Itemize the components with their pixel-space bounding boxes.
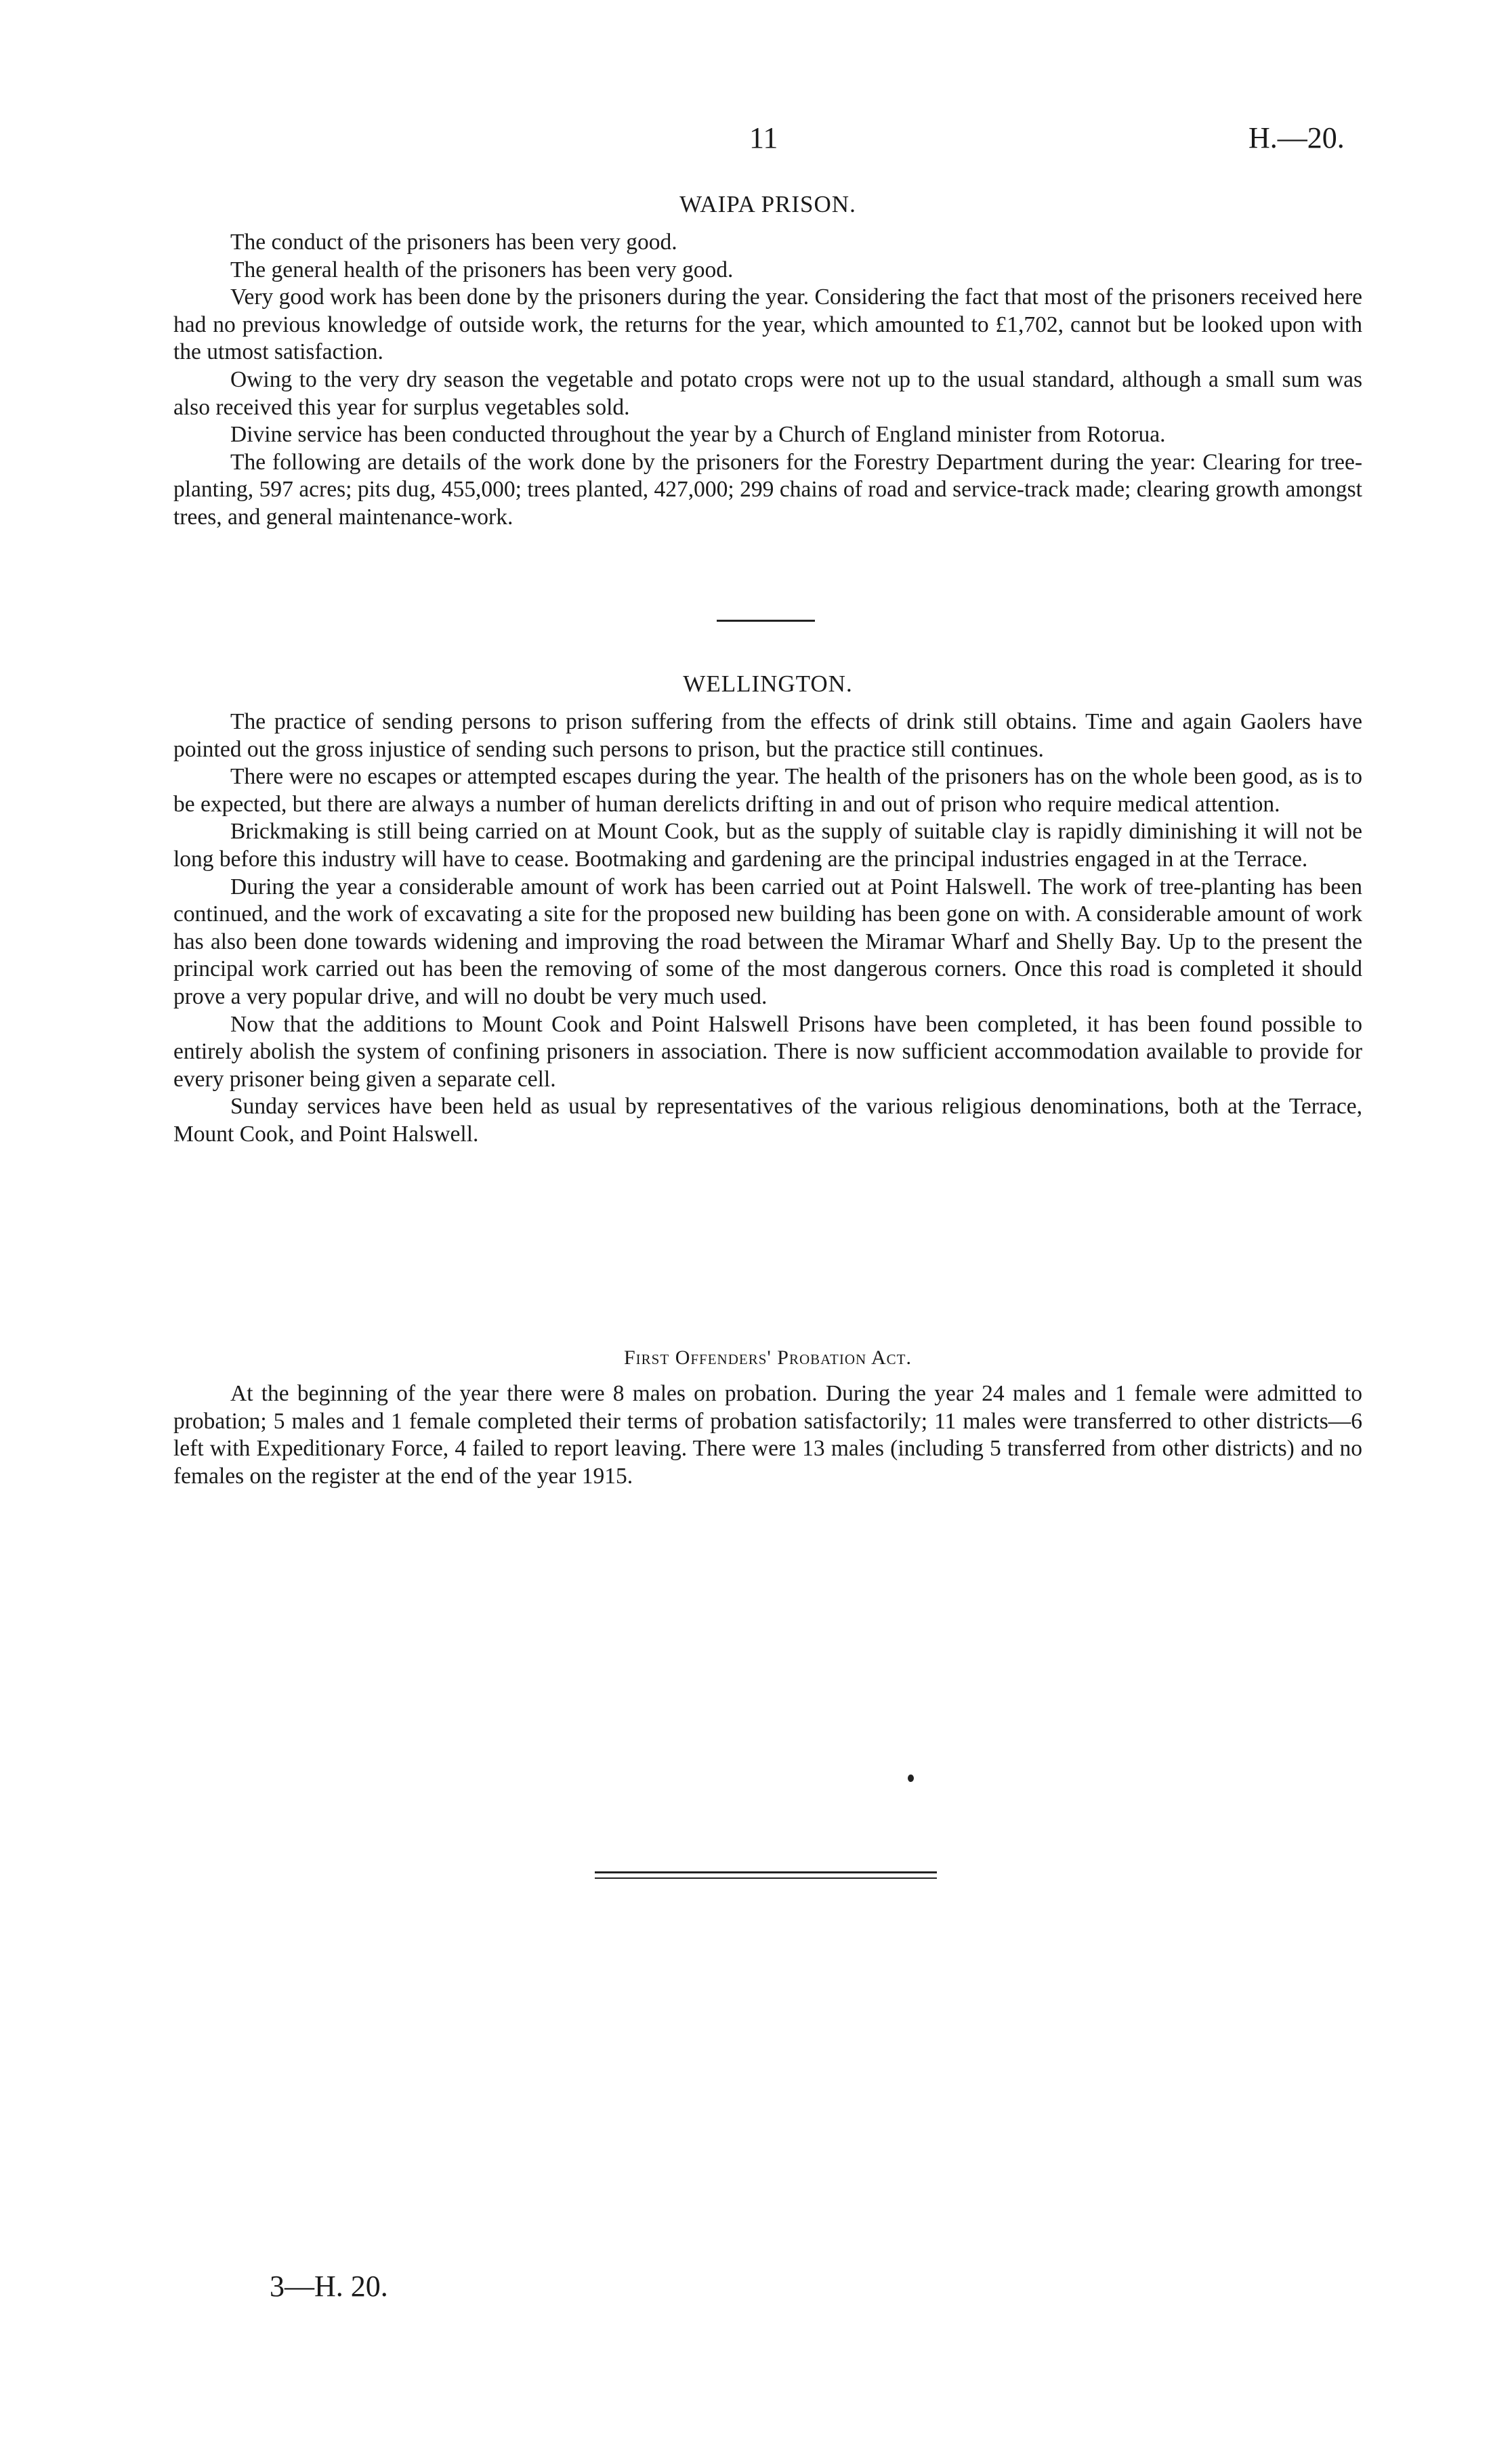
paragraph: At the beginning of the year there were 8 males on probation. During the year 24 males and 1 female were admitted to probation; 5 males and 1 female completed their terms of probation satisfactorily; 11 males were transferred to other districts—6 left with Expeditionary Force, 4 failed to report leaving. There were 13 males (including 5 transferred from other districts) and no females on the register at the end of the year 1915. [173,1381,1362,1489]
waipa-prison-heading: WAIPA PRISON. [679,191,856,217]
paragraph: Brickmaking is still being carried on at Mount Cook, but as the supply of suitable clay is rapidly diminishing it will not be long before this industry will have to cease. Bootmaking and gardening are the principal industries engaged in at the Terrace. [173,819,1362,872]
wellington-section [173,708,1362,1149]
paragraph: There were no escapes or attempted escapes during the year. The health of the prisoners has on the whole been good, as is to be expected, but there are always a number of human derelicts drifting in and out of prison who require medical attention. [173,764,1362,817]
paragraph: Owing to the very dry season the vegetable and potato crops were not up to the usual standard, although a small sum was also received this year for surplus vegetables sold. [173,366,1362,420]
paragraph: The general health of the prisoners has been very good. [230,257,734,282]
paragraph: During the year a considerable amount of work has been carried out at Point Halswell. The work of tree-planting has been continued, and the work of excavating a site for the proposed new building has been gone on with. A considerable amount of work has also been done towards widening and improving the road between the Miramar Wharf and Shelly Bay. Up to the present the principal work carried out has been the removing of some of the most dangerous corners. Once this road is completed it should prove a very popular drive, and will no doubt be very much used. [173,874,1362,1009]
document-reference: H.—20. [1248,121,1345,154]
end-double-rule [595,1871,937,1879]
probation-act-section [173,1380,1362,1490]
wellington-heading: WELLINGTON. [683,671,853,697]
paragraph: The following are details of the work done by the prisoners for the Forestry Department during the year: Clearing for tree-planting, 597 acres; pits dug, 455,000; trees planted, 427,000; 299 chains of road and service-track made; clearing growth amongst trees, and general maintenance-work. [173,449,1362,530]
probation-act-heading: First Offenders' Probation Act. [624,1346,912,1369]
page-number: 11 [749,121,778,154]
paragraph: Divine service has been conducted throughout the year by a Church of England minister from Rotorua. [230,422,1166,448]
sheet-signature: 3—H. 20. [270,2270,388,2303]
paragraph: Now that the additions to Mount Cook and Point Halswell Prisons have been completed, it has been found possible to entirely abolish the system of confining prisoners in association. There is now sufficient accommodation available to provide for every prisoner being given a separate cell. [173,1011,1362,1092]
stray-dot-mark [908,1775,914,1782]
paragraph: The practice of sending persons to prison suffering from the effects of drink still obtains. Time and again Gaolers have pointed out the gross injustice of sending such persons to prison, but the practice still continues. [173,709,1362,762]
section-divider-rule [717,620,815,622]
paragraph: Sunday services have been held as usual by representatives of the various religious denominations, both at the Terrace, Mount Cook, and Point Halswell. [173,1094,1362,1147]
paragraph: The conduct of the prisoners has been very good. [230,230,677,255]
waipa-prison-section [173,229,1362,532]
paragraph: Very good work has been done by the prisoners during the year. Considering the fact that most of the prisoners received here had no previous knowledge of outside work, the returns for the year, which amounted to £1,702, cannot but be looked upon with the utmost satisfaction. [173,284,1362,365]
